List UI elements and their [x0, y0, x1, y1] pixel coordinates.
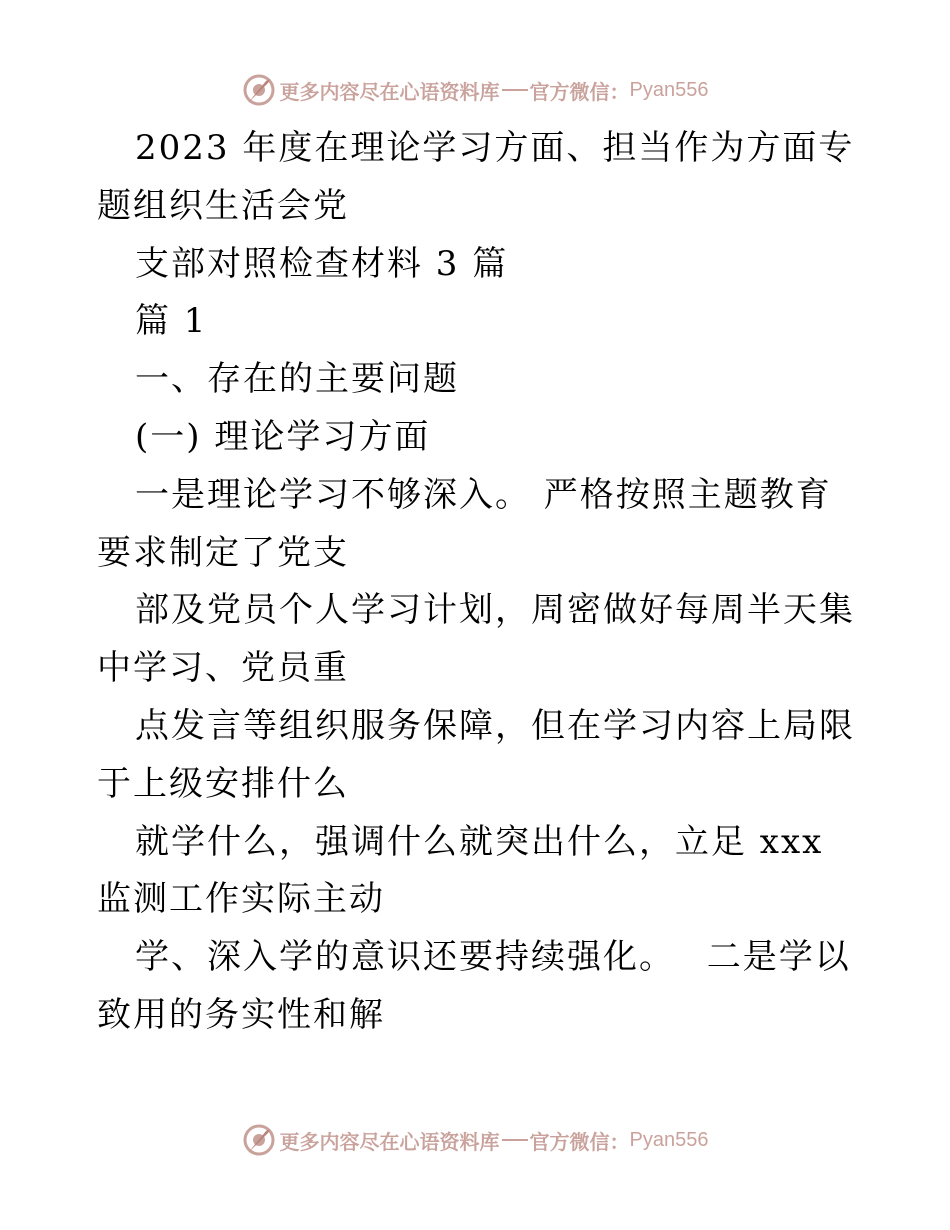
- paragraph: 点发言等组织服务保障，但在学习内容上局限于上级安排什么: [97, 705, 855, 804]
- watermark-slogan: 更多内容尽在心语资料库: [279, 1129, 500, 1154]
- subsection-heading: (一) 理论学习方面: [135, 416, 431, 457]
- watermark-dash: [502, 89, 528, 91]
- watermark-footer: [0, 1120, 950, 1160]
- quill-logo-icon: [242, 73, 276, 107]
- watermark-contact-label: 官方微信：: [529, 79, 630, 104]
- paragraph: 部及党员个人学习计划，周密做好每周半天集中学习、党员重: [97, 590, 855, 689]
- quill-logo-icon: [242, 1123, 276, 1157]
- watermark-header: [0, 70, 950, 110]
- paragraph: 一是理论学习不够深入。 严格按照主题教育要求制定了党支: [97, 474, 832, 573]
- watermark-slogan: 更多内容尽在心语资料库: [279, 79, 500, 104]
- paragraph: 学、深入学的意识还要持续强化。 二是学以致用的务实性和解: [97, 937, 851, 1035]
- paragraph: 就学什么，强调什么就突出什么，立足 xxx 监测工作实际主动: [97, 821, 824, 920]
- watermark-contact-id: Pyan556: [629, 78, 709, 101]
- section-heading: 一、存在的主要问题: [135, 359, 459, 400]
- watermark-contact-id: Pyan556: [629, 1128, 709, 1151]
- document-subtitle: 支部对照检查材料 3 篇: [135, 243, 509, 284]
- document-title: 2023 年度在理论学习方面、担当作为方面专题组织生活会党: [97, 128, 855, 226]
- watermark-contact-label: 官方微信：: [529, 1129, 630, 1154]
- document-body: [97, 120, 857, 1045]
- document-part: 篇 1: [135, 301, 208, 342]
- watermark-dash: [502, 1139, 528, 1141]
